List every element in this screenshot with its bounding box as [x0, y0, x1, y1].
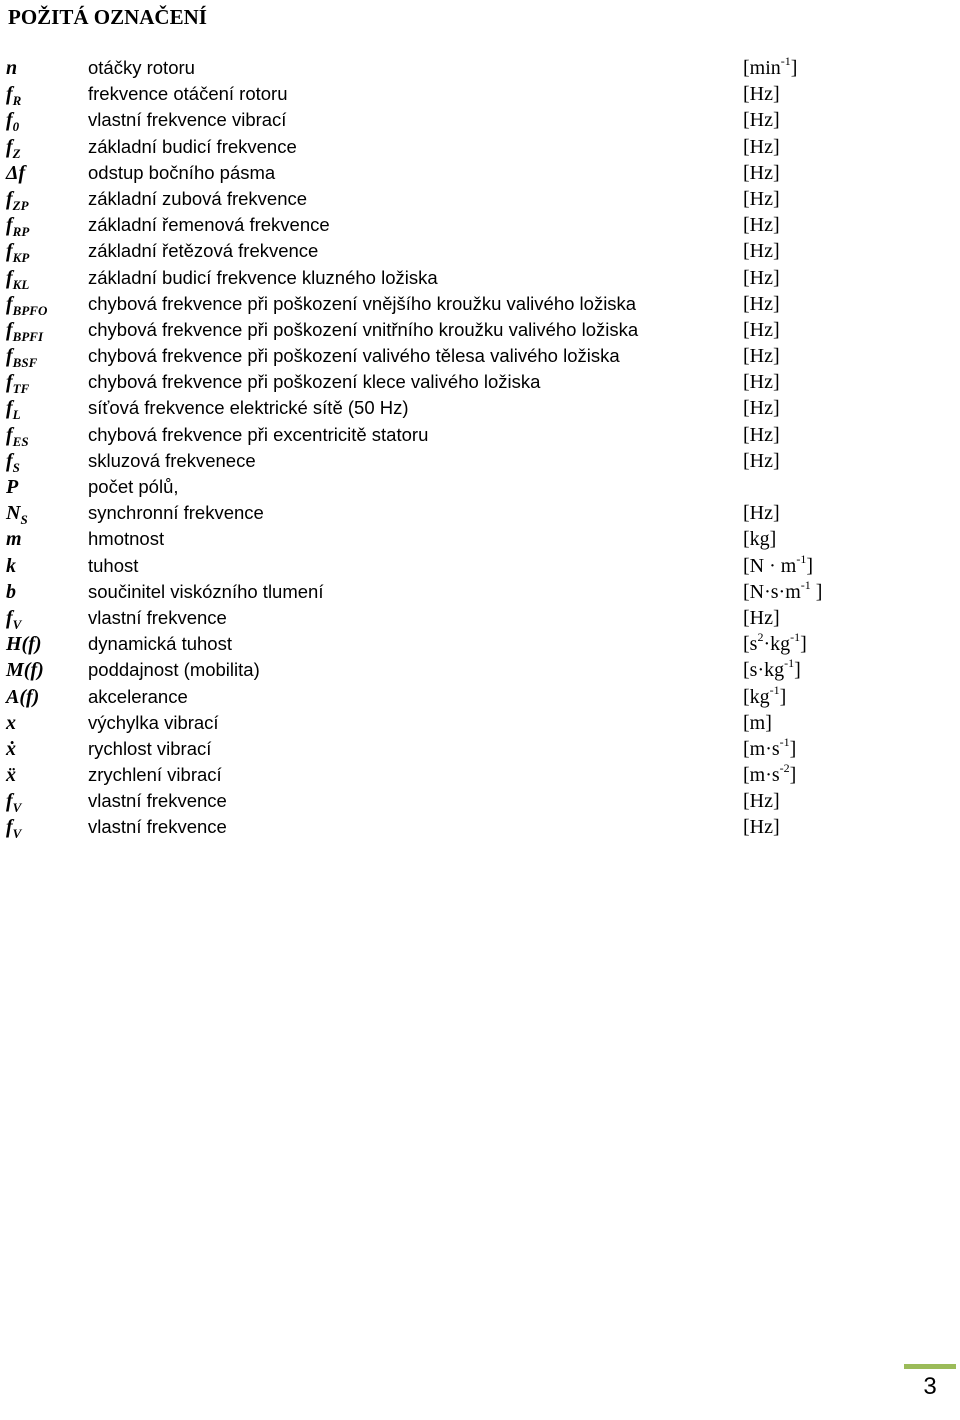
symbol-main: f: [6, 266, 13, 289]
symbol-description: odstup bočního pásma: [88, 161, 276, 183]
symbol-subscript: V: [12, 800, 22, 816]
symbol-unit: [743, 684, 786, 710]
symbol-description: výchylka vibrací: [88, 711, 219, 733]
symbol-row: [0, 395, 960, 421]
symbol: [6, 291, 47, 319]
symbol-description: počet pólů,: [88, 476, 179, 497]
symbol-description: otáčky rotoru: [88, 57, 195, 78]
symbol-main: x: [6, 711, 16, 734]
symbol-unit: [743, 369, 780, 395]
symbol-row: [0, 579, 960, 605]
symbol-unit: [743, 317, 780, 343]
symbol-main: f: [6, 371, 13, 394]
unit-text: [s: [743, 633, 758, 656]
symbol-row: [0, 317, 960, 343]
unit-text: ]: [810, 580, 823, 603]
symbol-description: hmotnost: [88, 528, 165, 550]
symbol-description: součinitel viskózního tlumení: [88, 580, 324, 602]
unit-text: [Hz]: [743, 83, 780, 106]
symbol-main: f: [6, 109, 13, 132]
symbol: [6, 526, 22, 552]
symbol: [6, 814, 21, 842]
unit-text: [Hz]: [743, 109, 780, 132]
symbol-unit: [743, 579, 822, 605]
unit-exponent: 2: [757, 630, 764, 645]
unit-text: [Hz]: [743, 423, 780, 446]
symbol-description: chybová frekvence při poškození vnitřního kroužku valivého ložiska: [88, 318, 639, 340]
symbol-main: f: [6, 318, 13, 341]
unit-text: [s·kg: [743, 659, 785, 682]
symbol-row: [0, 474, 960, 500]
symbol-row: [0, 762, 960, 788]
symbol-subscript: KP: [12, 250, 30, 266]
symbol: [6, 160, 25, 186]
symbol-subscript: TF: [12, 381, 30, 397]
symbol: [6, 579, 16, 605]
symbol: [6, 212, 29, 240]
symbol-main: f: [6, 397, 13, 420]
symbol-row: [0, 265, 960, 291]
symbol: [6, 81, 21, 109]
symbol-main: f: [6, 790, 13, 813]
unit-text: [m]: [743, 711, 772, 734]
symbol: [6, 238, 29, 266]
symbol: [6, 684, 39, 710]
symbol-description: chybová frekvence při excentricitě statoru: [88, 423, 429, 445]
symbol-row: [0, 788, 960, 814]
symbol-main: f: [6, 292, 13, 315]
symbol-subscript: ZP: [12, 197, 29, 213]
unit-exponent: -1: [779, 734, 790, 749]
symbol-row: [0, 553, 960, 579]
symbol-unit: [743, 762, 796, 788]
symbol: [6, 448, 20, 476]
unit-text: ]: [790, 57, 798, 79]
symbol-subscript: S: [20, 512, 28, 528]
symbol-subscript: 0: [12, 119, 20, 135]
unit-text: ]: [806, 554, 813, 577]
symbol-description: rychlost vibrací: [88, 737, 212, 759]
symbol-unit: [743, 395, 780, 421]
symbol-main: f: [6, 606, 13, 629]
symbol-row: [0, 422, 960, 448]
symbol-unit: [743, 553, 813, 579]
symbol-description: základní budicí frekvence kluzného ložiska: [88, 266, 438, 288]
symbol-description: akcelerance: [88, 685, 188, 707]
symbol: [6, 107, 19, 135]
symbol-description: základní zubová frekvence: [88, 187, 308, 209]
unit-text: [Hz]: [743, 214, 780, 237]
symbol-description: vlastní frekvence: [88, 790, 227, 812]
symbol-unit: [743, 160, 780, 186]
symbol-row: [0, 55, 960, 81]
unit-text: [kg: [743, 685, 770, 708]
symbol-main: k: [6, 554, 16, 577]
symbol-row: [0, 500, 960, 526]
unit-text: [Hz]: [743, 187, 780, 210]
unit-exponent: -2: [779, 761, 790, 776]
symbol: [6, 369, 29, 397]
symbol-description: základní budicí frekvence: [88, 135, 297, 157]
symbol-unit: [743, 500, 780, 526]
symbol-description: poddajnost (mobilita): [88, 659, 260, 681]
symbol-main: f: [6, 187, 13, 210]
unit-text: ]: [800, 633, 807, 656]
symbol-list: [0, 55, 960, 841]
symbol: [6, 657, 44, 683]
unit-text: [N · m: [743, 554, 797, 577]
unit-text: [Hz]: [743, 502, 780, 525]
unit-text: [Hz]: [743, 606, 780, 629]
symbol: [6, 474, 18, 500]
unit-text: [min: [743, 57, 781, 79]
symbol-description: základní řetězová frekvence: [88, 240, 319, 262]
symbol-description: dynamická tuhost: [88, 633, 232, 655]
symbol-row: [0, 81, 960, 107]
symbol-description: vlastní frekvence: [88, 816, 227, 838]
symbol-description: zrychlení vibrací: [88, 764, 222, 786]
symbol-description: frekvence otáčení rotoru: [88, 83, 288, 105]
symbol-subscript: S: [12, 459, 20, 475]
symbol-row: [0, 107, 960, 133]
symbol: [6, 55, 17, 81]
symbol-main: H(f): [6, 633, 42, 656]
symbol: [6, 134, 21, 162]
page-number: 3: [923, 1373, 937, 1400]
symbol: [6, 631, 42, 657]
symbol-unit: [743, 736, 796, 762]
symbol-unit: [743, 107, 780, 133]
symbol-unit: [743, 186, 780, 212]
symbol-row: [0, 343, 960, 369]
symbol-main: N: [6, 502, 21, 525]
footer-rule: [904, 1364, 956, 1369]
symbol-row: [0, 212, 960, 238]
symbol-subscript: BPFI: [12, 328, 44, 344]
symbol-row: [0, 186, 960, 212]
symbol-unit: [743, 448, 780, 474]
symbol-unit: [743, 238, 780, 264]
symbol-row: [0, 814, 960, 840]
unit-text: [Hz]: [743, 292, 780, 315]
symbol-main: f: [6, 816, 13, 839]
symbol-subscript: BPFO: [12, 302, 48, 318]
unit-text: [kg]: [743, 528, 777, 551]
unit-text: [Hz]: [743, 345, 780, 368]
symbol: [6, 265, 29, 293]
symbol-main: f: [6, 83, 13, 106]
symbol-main: M(f): [6, 659, 44, 682]
symbol-unit: [743, 657, 801, 683]
symbol: [6, 736, 16, 762]
symbol-description: síťová frekvence elektrické sítě (50 Hz): [88, 397, 409, 419]
symbol-unit: [743, 291, 780, 317]
symbol-main: f: [6, 135, 13, 158]
symbol-row: [0, 369, 960, 395]
symbol-row: [0, 291, 960, 317]
symbol: [6, 186, 29, 214]
symbol-unit: [743, 526, 776, 552]
unit-exponent: -1: [790, 630, 801, 645]
symbol-main: f: [6, 345, 13, 368]
unit-text: [m·s: [743, 764, 780, 787]
symbol-row: [0, 526, 960, 552]
symbol: [6, 553, 16, 579]
symbol-main: f: [6, 240, 13, 263]
symbol-subscript: Z: [12, 145, 21, 161]
symbol: [6, 317, 43, 345]
unit-text: [Hz]: [743, 449, 780, 472]
unit-text: [Hz]: [743, 371, 780, 394]
symbol-subscript: KL: [12, 276, 30, 292]
unit-text: [Hz]: [743, 318, 780, 341]
symbol-description: vlastní frekvence: [88, 606, 227, 628]
symbol-main: f: [6, 423, 13, 446]
symbol-main: A(f): [6, 685, 40, 708]
unit-text: [Hz]: [743, 135, 780, 158]
symbol-main: m: [6, 528, 22, 551]
symbol-row: [0, 605, 960, 631]
symbol: [6, 788, 21, 816]
symbol: [6, 500, 28, 528]
symbol-subscript: V: [12, 826, 22, 842]
symbol-unit: [743, 814, 780, 840]
unit-text: [m·s: [743, 737, 780, 760]
symbol: [6, 762, 16, 788]
symbol: [6, 605, 21, 633]
symbol-row: [0, 160, 960, 186]
unit-text: ]: [779, 685, 787, 708]
unit-text: ]: [789, 737, 797, 760]
unit-text: [Hz]: [743, 816, 780, 839]
symbol-unit: [743, 134, 780, 160]
symbol-unit: [743, 212, 780, 238]
unit-text: [Hz]: [743, 240, 780, 263]
unit-exponent: -1: [796, 551, 807, 566]
unit-text: ]: [794, 659, 801, 682]
symbol-row: [0, 710, 960, 736]
unit-text: [N·s·m: [743, 580, 801, 603]
symbol-main: P: [6, 476, 19, 498]
symbol: [6, 422, 29, 450]
unit-text: ]: [789, 764, 797, 787]
symbol-unit: [743, 788, 780, 814]
symbol-main: Δf: [6, 161, 26, 184]
unit-text: ·kg: [763, 633, 791, 656]
symbol-description: chybová frekvence při poškození klece valivého ložiska: [88, 371, 541, 393]
symbol-unit: [743, 631, 807, 657]
symbol-row: [0, 238, 960, 264]
symbol: [6, 395, 21, 423]
symbol-subscript: R: [12, 93, 22, 109]
symbol-description: základní řemenová frekvence: [88, 214, 330, 236]
symbol-unit: [743, 422, 780, 448]
symbol-unit: [743, 265, 780, 291]
symbol-main: f: [6, 449, 13, 472]
symbol-unit: [743, 81, 780, 107]
symbol-description: chybová frekvence při poškození valivého tělesa valivého ložiska: [88, 345, 620, 367]
symbol-unit: [743, 710, 772, 736]
symbol-row: [0, 134, 960, 160]
symbol: [6, 710, 16, 736]
symbol-description: skluzová frekvenece: [88, 449, 256, 471]
symbol-unit: [743, 343, 780, 369]
unit-text: [Hz]: [743, 790, 780, 813]
symbol: [6, 343, 37, 371]
symbol-subscript: L: [12, 407, 21, 423]
symbol-subscript: ES: [12, 433, 29, 449]
symbol-unit: [743, 605, 780, 631]
symbol-subscript: BSF: [12, 355, 38, 371]
unit-exponent: -1: [800, 577, 811, 592]
symbol-description: vlastní frekvence vibrací: [88, 109, 287, 131]
unit-exponent: -1: [769, 682, 780, 697]
symbol-row: [0, 448, 960, 474]
symbol-main: ẍ: [6, 764, 16, 787]
unit-exponent: -1: [780, 54, 791, 68]
symbol-main: n: [6, 57, 18, 79]
unit-exponent: -1: [784, 656, 795, 671]
unit-text: [Hz]: [743, 161, 780, 184]
symbol-description: synchronní frekvence: [88, 502, 264, 524]
symbol-description: tuhost: [88, 554, 139, 576]
symbol-description: chybová frekvence při poškození vnějšího kroužku valivého ložiska: [88, 292, 637, 314]
symbol-subscript: RP: [12, 224, 30, 240]
symbol-row: [0, 684, 960, 710]
symbol-unit: [743, 55, 797, 81]
symbol-subscript: V: [12, 616, 22, 632]
symbol-main: ẋ: [6, 737, 16, 760]
symbol-row: [0, 657, 960, 683]
unit-text: [Hz]: [743, 397, 780, 420]
symbol-row: [0, 736, 960, 762]
symbol-main: b: [6, 580, 16, 603]
symbol-row: [0, 631, 960, 657]
unit-text: [Hz]: [743, 266, 780, 289]
symbol-main: f: [6, 214, 13, 237]
page-heading: POŽITÁ OZNAČENÍ: [8, 5, 207, 29]
